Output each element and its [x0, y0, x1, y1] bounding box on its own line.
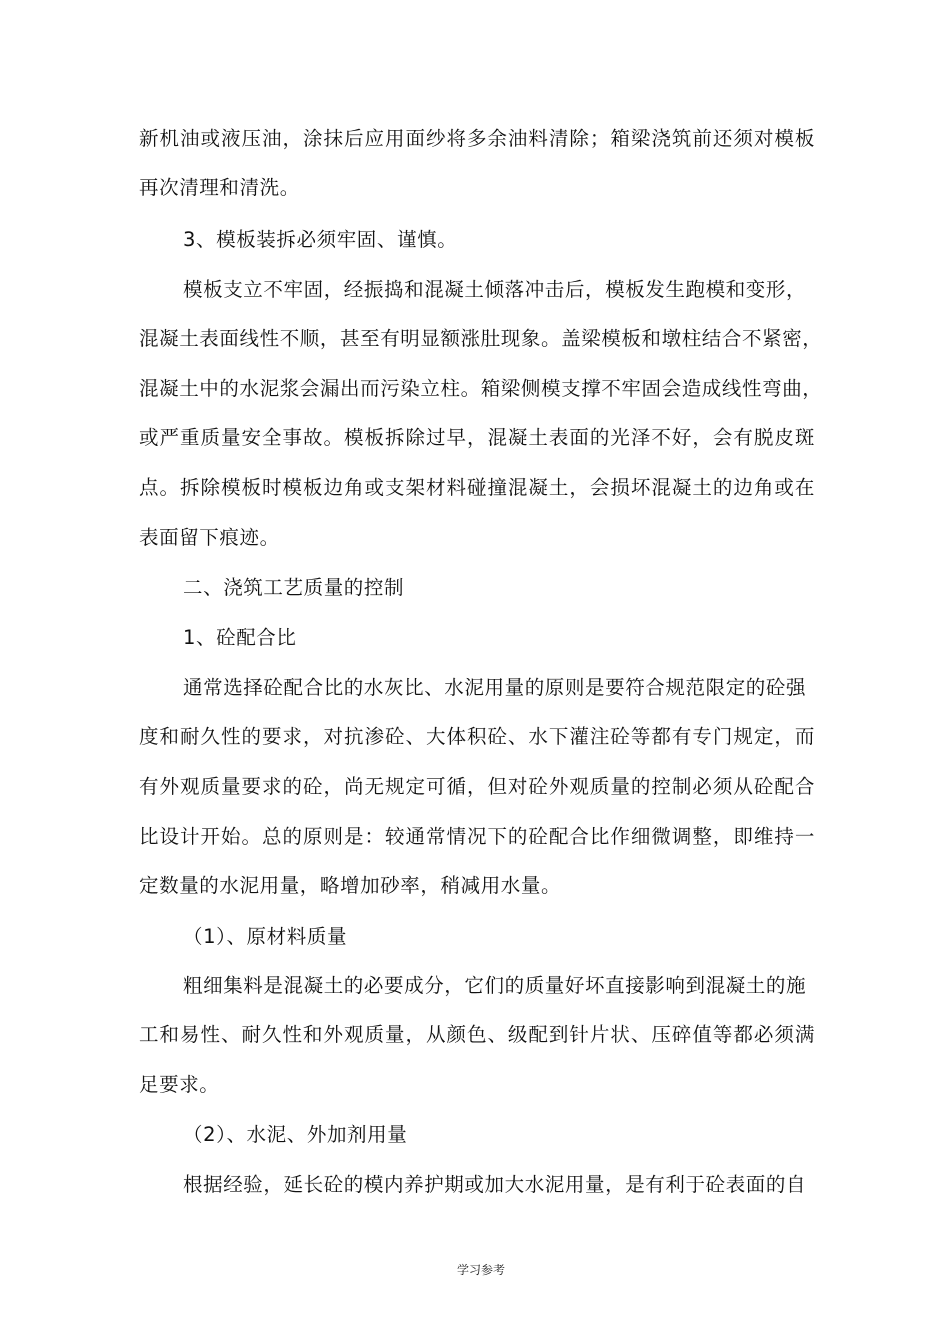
text-line: 混凝土中的水泥浆会漏出而污染立柱。箱梁侧模支撑不牢固会造成线性弯曲，	[139, 377, 823, 400]
page-footer: 学习参考	[457, 1263, 506, 1277]
text-line: 比设计开始。总的原则是：较通常情况下的砼配合比作细微调整，即维持一	[139, 825, 815, 848]
text-line: 有外观质量要求的砼，尚无规定可循，但对砼外观质量的控制必须从砼配合	[139, 775, 815, 798]
text-line: 度和耐久性的要求，对抗渗砼、大体积砼、水下灌注砼等都有专门规定，而	[139, 725, 815, 748]
text-line: 表面留下痕迹。	[139, 526, 280, 549]
text-line: 粗细集料是混凝土的必要成分，它们的质量好坏直接影响到混凝土的施	[183, 974, 807, 997]
text-line: 或严重质量安全事故。模板拆除过早，混凝土表面的光泽不好，会有脱皮斑	[139, 426, 815, 449]
text-line: 再次清理和清洗。	[139, 176, 300, 199]
text-line: 工和易性、耐久性和外观质量，从颜色、级配到针片状、压碎值等都必须满	[139, 1023, 815, 1046]
text-line: 足要求。	[139, 1073, 220, 1096]
text-line: 通常选择砼配合比的水灰比、水泥用量的原则是要符合规范限定的砼强	[183, 676, 807, 699]
section-heading: 二、浇筑工艺质量的控制	[183, 576, 405, 599]
text-line: 点。拆除模板时模板边角或支架材料碰撞混凝土，会损坏混凝土的边角或在	[139, 476, 815, 499]
section-heading: 3、模板装拆必须牢固、谨慎。	[183, 228, 458, 251]
subsection-heading: （2）、水泥、外加剂用量	[183, 1123, 408, 1146]
text-line: 混凝土表面线性不顺，甚至有明显额涨肚现象。盖梁模板和墩柱结合不紧密，	[139, 327, 823, 350]
text-line: 模板支立不牢固，经振捣和混凝土倾落冲击后，模板发生跑模和变形，	[183, 278, 807, 301]
text-line: 定数量的水泥用量，略增加砂率，稍减用水量。	[139, 874, 562, 897]
text-line: 新机油或液压油，涂抹后应用面纱将多余油料清除；箱梁浇筑前还须对模板	[139, 127, 815, 150]
text-line: 根据经验，延长砼的模内养护期或加大水泥用量，是有利于砼表面的自	[183, 1173, 807, 1196]
subsection-heading: 1、砼配合比	[183, 626, 297, 649]
subsection-heading: （1）、原材料质量	[183, 925, 348, 948]
